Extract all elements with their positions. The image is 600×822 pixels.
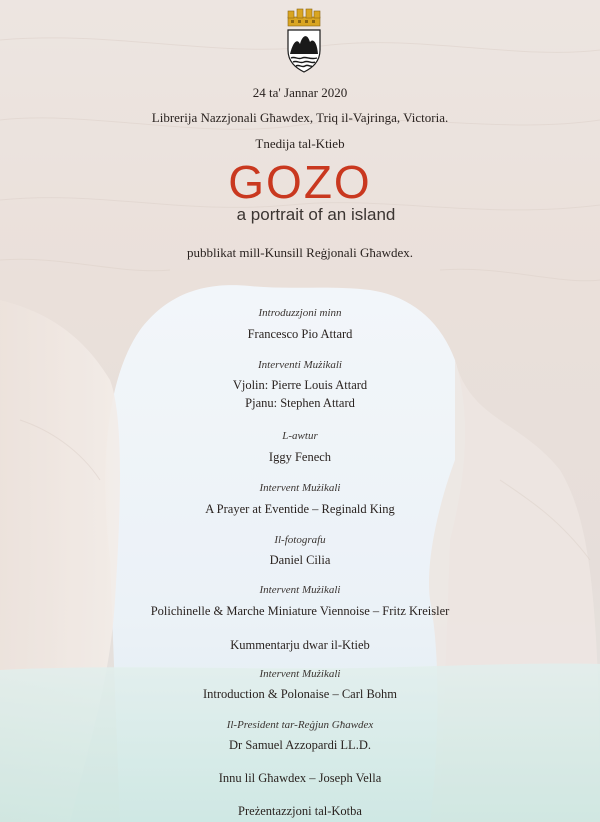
event-venue: Librerija Nazzjonali Għawdex, Triq il-Vajringa, Victoria.: [151, 110, 449, 125]
book-publisher: pubblikat mill-Kunsill Reġjonali Għawdex.: [186, 245, 414, 260]
gozo-coat-of-arms-icon: [283, 6, 325, 74]
programme-role: Il-President tar-Reġjun Għawdex: [226, 719, 374, 731]
programme-name: A Prayer at Eventide – Reginald King: [205, 502, 395, 516]
programme-name: Pjanu: Stephen Attard: [245, 396, 355, 410]
book-title: GOZO: [228, 156, 372, 208]
programme-name: Preżentazzjoni tal-Kotba: [238, 804, 362, 818]
programme-name: Vjolin: Pierre Louis Attard: [232, 378, 368, 392]
programme-name: Iggy Fenech: [268, 450, 332, 464]
programme-role: Intervent Mużikali: [259, 668, 341, 680]
programme-role: Il-fotografu: [274, 534, 326, 546]
programme-name: Introduction & Polonaise – Carl Bohm: [202, 687, 398, 701]
event-type: Tnedija tal-Ktieb: [255, 136, 345, 151]
programme-role: Interventi Mużikali: [257, 359, 342, 371]
programme-role: L-awtur: [282, 430, 318, 442]
programme-name: Dr Samuel Azzopardi LL.D.: [229, 738, 371, 752]
programme-role: Intervent Mużikali: [259, 482, 341, 494]
programme-name: Daniel Cilia: [269, 553, 331, 567]
programme-name: Polichinelle & Marche Miniature Viennoise – Fritz Kreisler: [150, 604, 450, 618]
programme-role: Introduzzjoni minn: [258, 307, 342, 319]
programme-role: Intervent Mużikali: [259, 584, 341, 596]
programme-name: Innu lil Għawdex – Joseph Vella: [218, 771, 382, 785]
event-date: 24 ta' Jannar 2020: [252, 85, 348, 100]
programme-name: Kummentarju dwar il-Ktieb: [230, 638, 370, 652]
book-subtitle: a portrait of an island: [236, 205, 396, 224]
programme-name: Francesco Pio Attard: [247, 327, 353, 341]
